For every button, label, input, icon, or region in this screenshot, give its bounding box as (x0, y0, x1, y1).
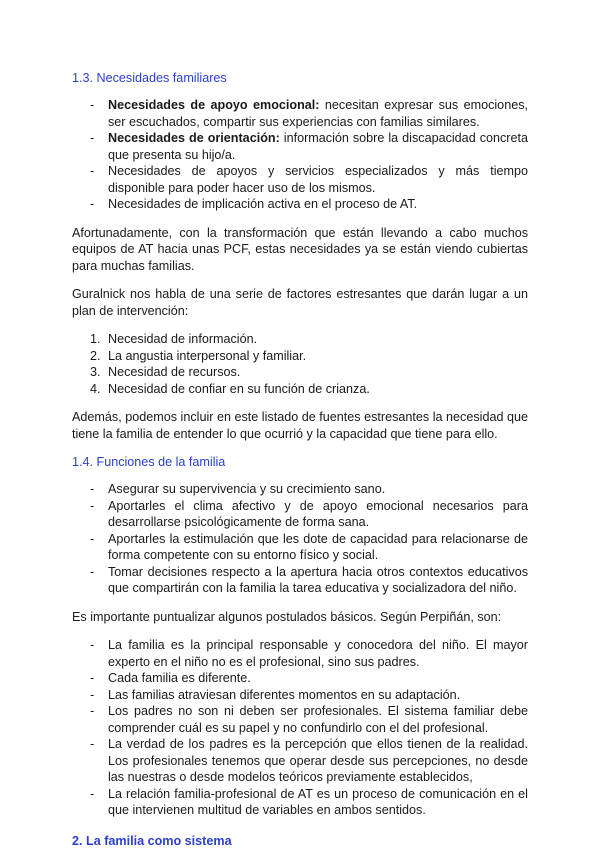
list-item: - La verdad de los padres es la percepción que ellos tienen de la realidad. Los profesionales tenemos que operar desde sus percepciones, no desde las nuestras o desde modelos teóricos previamente establecidos, (72, 736, 528, 786)
list-item: - Las familias atraviesan diferentes momentos en su adaptación. (72, 687, 528, 704)
list-item: 4. Necesidad de confiar en su función de crianza. (90, 381, 370, 396)
functions-list (72, 481, 528, 597)
section-heading-1-4: 1.4. Funciones de la familia (72, 455, 226, 469)
list-item: - Necesidades de implicación activa en el proceso de AT. (72, 196, 528, 213)
list-item: - Asegurar su supervivencia y su crecimiento sano. (72, 481, 528, 498)
list-item: - Los padres no son ni deben ser profesionales. El sistema familiar debe comprender cuál es su papel y no confundirlo con el del profesional. (72, 703, 528, 736)
list-item: - Tomar decisiones respecto a la apertura hacia otros contextos educativos que compartirán con la familia la tarea educativa y socializadora del niño. (72, 564, 528, 597)
list-item: - Necesidades de apoyo emocional: necesitan expresar sus emociones, ser escuchados, compartir sus experiencias con familias similares. (72, 97, 528, 130)
stress-factors-list (72, 331, 528, 397)
list-item: - Aportarles la estimulación que les dote de capacidad para relacionarse de forma competente con su entorno físico y social. (72, 531, 528, 564)
paragraph: Guralnick nos habla de una serie de factores estresantes que darán lugar a un plan de intervención: (72, 287, 528, 318)
needs-list (72, 97, 528, 213)
list-item: - Necesidades de orientación: información sobre la discapacidad concreta que presenta su hijo/a. (72, 130, 528, 163)
paragraph: Es importante puntualizar algunos postulados básicos. Según Perpiñán, son: (72, 609, 502, 624)
list-item: 3. Necesidad de recursos. (90, 365, 241, 379)
list-item: - La familia es la principal responsable y conocedora del niño. El mayor experto en el niño no es el profesional, sino sus padres. (72, 637, 528, 670)
paragraph: Afortunadamente, con la transformación que están llevando a cabo muchos equipos de AT hacia unas PCF, estas necesidades ya se están viendo cubiertas para muchas familias. (72, 225, 528, 273)
document-page (72, 70, 528, 850)
section-heading-2: 2. La familia como sistema (72, 833, 232, 848)
list-item: - La relación familia-profesional de AT es un proceso de comunicación en el que intervienen multitud de variables en ambos sentidos. (72, 786, 528, 819)
postulates-list (72, 637, 528, 819)
list-item: - Aportarles el clima afectivo y de apoyo emocional necesarios para desarrollarse psicológicamente de forma sana. (72, 498, 528, 531)
list-item: - Necesidades de apoyos y servicios especializados y más tiempo disponible para poder hacer uso de los mismos. (72, 163, 528, 196)
list-item: 1. Necesidad de información. (90, 332, 258, 346)
paragraph: Además, podemos incluir en este listado de fuentes estresantes la necesidad que tiene la familia de entender lo que ocurrió y la capacidad que tiene para ello. (72, 410, 528, 441)
list-item: 2. La angustia interpersonal y familiar. (90, 348, 307, 363)
section-heading-1-3: 1.3. Necesidades familiares (72, 71, 227, 85)
list-item: - Cada familia es diferente. (72, 670, 528, 687)
